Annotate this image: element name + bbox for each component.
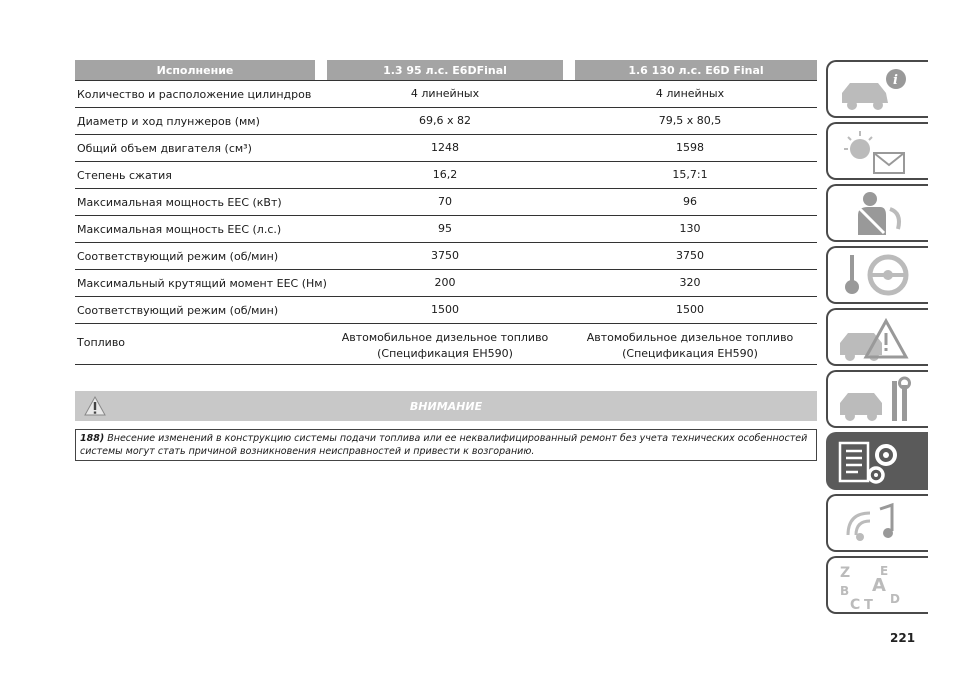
table-row: Количество и расположение цилиндров 4 линейных 4 линейных <box>75 81 817 108</box>
table-row: Соответствующий режим (об/мин) 3750 3750 <box>75 243 817 270</box>
table-row: Диаметр и ход плунжеров (мм) 69,6 х 82 79,5 х 80,5 <box>75 108 817 135</box>
svg-text:A: A <box>872 575 886 596</box>
table-header <box>75 60 817 80</box>
header-version: Исполнение <box>75 60 315 80</box>
warning-note <box>75 429 817 461</box>
page-number: 221 <box>890 631 916 645</box>
technical-data-icon <box>836 437 916 487</box>
note-ref: 188) <box>80 433 105 444</box>
tab-index[interactable] <box>826 556 928 614</box>
warning-lights-icon <box>836 127 916 177</box>
car-info-icon <box>836 65 916 115</box>
table-row: Максимальная мощность ЕЕС (л.с.) 95 130 <box>75 216 817 243</box>
warning-banner <box>75 391 817 421</box>
maintenance-icon <box>836 375 916 425</box>
table-row: Степень сжатия 16,2 15,7:1 <box>75 162 817 189</box>
tab-car-info[interactable] <box>826 60 928 118</box>
table-row: Соответствующий режим (об/мин) 1500 1500 <box>75 297 817 324</box>
svg-text:T: T <box>864 598 873 611</box>
warning-title: ВНИМАНИЕ <box>409 399 483 413</box>
safety-icon <box>836 189 916 239</box>
index-icon <box>836 561 916 611</box>
tab-multimedia[interactable] <box>826 494 928 552</box>
tab-maintenance[interactable] <box>826 370 928 428</box>
tab-warning-lights[interactable] <box>826 122 928 180</box>
table-row: Максимальный крутящий момент ЕЕС (Нм) 200 320 <box>75 270 817 297</box>
table-row: Максимальная мощность ЕЕС (кВт) 70 96 <box>75 189 817 216</box>
tab-emergency[interactable] <box>826 308 928 366</box>
multimedia-icon <box>836 499 916 549</box>
svg-text:C: C <box>850 597 861 611</box>
emergency-icon <box>836 313 916 363</box>
starting-driving-icon <box>836 251 916 301</box>
table-row: Топливо Автомобильное дизельное топливо (Спецификация EH590) Автомобильное дизельное топливо (Спецификация EH590) <box>75 324 817 365</box>
warning-triangle-icon <box>84 395 106 417</box>
header-engine-2: 1.6 130 л.с. E6D Final <box>575 60 817 80</box>
spec-table <box>75 60 817 365</box>
note-text: Внесение изменений в конструкцию системы подачи топлива или ее неквалифицированный ремонт без учета технических особенностей системы могут стать причиной возникновения неисправностей и привести к возгоранию. <box>80 433 808 457</box>
tab-starting-driving[interactable] <box>826 246 928 304</box>
svg-text:i: i <box>893 73 898 88</box>
tab-technical-data[interactable] <box>826 432 928 490</box>
tab-safety[interactable] <box>826 184 928 242</box>
svg-text:E: E <box>880 564 889 578</box>
svg-text:Z: Z <box>840 565 851 581</box>
svg-text:B: B <box>840 584 850 598</box>
svg-text:D: D <box>890 592 900 606</box>
table-row: Общий объем двигателя (см³) 1248 1598 <box>75 135 817 162</box>
header-engine-1: 1.3 95 л.с. E6DFinal <box>327 60 563 80</box>
